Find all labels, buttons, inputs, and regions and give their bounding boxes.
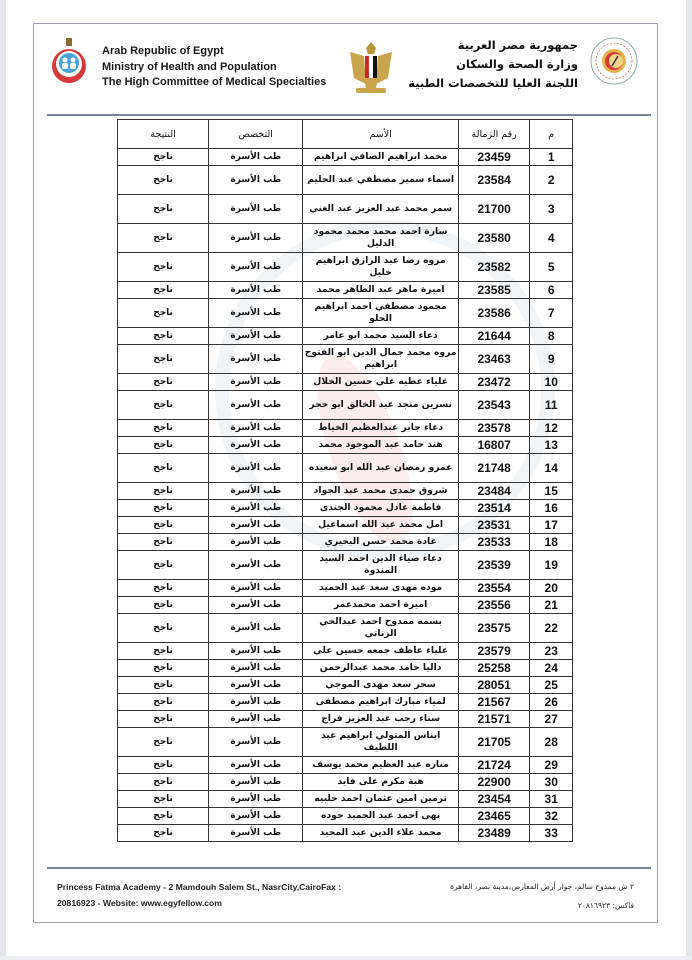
cell-index: 30 <box>530 774 573 791</box>
cell-result: ناجح <box>118 711 209 728</box>
header-arabic <box>408 36 578 93</box>
cell-specialty: طب الأسرة <box>209 253 303 282</box>
cell-fellowship-number: 21705 <box>458 728 529 757</box>
cell-name: دعاء السيد محمد ابو عامر <box>303 328 459 345</box>
footer-address: Princess Fatma Academy - 2 Mamdouh Salem St., NasrCity,CairoFax : <box>57 882 342 892</box>
cell-name: فاطمة عادل محمود الجندى <box>303 500 459 517</box>
table-row <box>118 551 573 580</box>
cell-name: سحر سعد مهدى الموجي <box>303 677 459 694</box>
cell-fellowship-number: 21567 <box>458 694 529 711</box>
cell-fellowship-number: 23531 <box>458 517 529 534</box>
cell-specialty: طب الأسرة <box>209 500 303 517</box>
cell-index: 2 <box>530 166 573 195</box>
cell-index: 24 <box>530 660 573 677</box>
cell-result: ناجح <box>118 391 209 420</box>
cell-fellowship-number: 23582 <box>458 253 529 282</box>
table-row <box>118 517 573 534</box>
cell-result: ناجح <box>118 224 209 253</box>
scrollbar-track[interactable] <box>686 0 692 960</box>
cell-fellowship-number: 23514 <box>458 500 529 517</box>
table-row <box>118 391 573 420</box>
cell-specialty: طب الأسرة <box>209 420 303 437</box>
cell-specialty: طب الأسرة <box>209 328 303 345</box>
cell-index: 21 <box>530 597 573 614</box>
table-row <box>118 149 573 166</box>
cell-name: لمياء مبارك ابراهيم مصطفى <box>303 694 459 711</box>
cell-index: 31 <box>530 791 573 808</box>
table-row <box>118 825 573 842</box>
cell-specialty: طب الأسرة <box>209 345 303 374</box>
cell-result: ناجح <box>118 614 209 643</box>
cell-specialty: طب الأسرة <box>209 757 303 774</box>
cell-fellowship-number: 23580 <box>458 224 529 253</box>
footer-fax-website: 20816923 - Website: www.egyfellow.com <box>57 898 222 908</box>
cell-result: ناجح <box>118 374 209 391</box>
footer-english <box>57 879 341 911</box>
cell-index: 33 <box>530 825 573 842</box>
cell-name: غادة محمد حسن البحيري <box>303 534 459 551</box>
cell-index: 3 <box>530 195 573 224</box>
cell-fellowship-number: 23533 <box>458 534 529 551</box>
cell-specialty: طب الأسرة <box>209 728 303 757</box>
cell-name: هند حامد عبد الموجود محمد <box>303 437 459 454</box>
cell-name: سناء رجب عبد العزيز فراج <box>303 711 459 728</box>
cell-name: بسمه ممدوح احمد عبدالحي الزناتي <box>303 614 459 643</box>
cell-name: محمد علاء الدين عبد المجيد <box>303 825 459 842</box>
header-english <box>102 44 326 91</box>
cell-specialty: طب الأسرة <box>209 195 303 224</box>
col-header-specialty: التخصص <box>209 120 303 149</box>
cell-fellowship-number: 21571 <box>458 711 529 728</box>
cell-fellowship-number: 28051 <box>458 677 529 694</box>
cell-index: 15 <box>530 483 573 500</box>
cell-fellowship-number: 23556 <box>458 597 529 614</box>
cell-fellowship-number: 23586 <box>458 299 529 328</box>
cell-index: 20 <box>530 580 573 597</box>
header-country: Arab Republic of Egypt <box>102 45 224 57</box>
cell-name: علياء عطيه علي حسين الخلال <box>303 374 459 391</box>
cell-result: ناجح <box>118 483 209 500</box>
cell-fellowship-number: 16807 <box>458 437 529 454</box>
cell-index: 6 <box>530 282 573 299</box>
cell-name: مناره عبد العظيم محمد يوسف <box>303 757 459 774</box>
table-row <box>118 597 573 614</box>
cell-specialty: طب الأسرة <box>209 791 303 808</box>
cell-specialty: طب الأسرة <box>209 660 303 677</box>
cell-result: ناجح <box>118 420 209 437</box>
cell-index: 17 <box>530 517 573 534</box>
cell-name: نرمين امين عثمان احمد حلبيه <box>303 791 459 808</box>
cell-fellowship-number: 23543 <box>458 391 529 420</box>
cell-name: ايناس المتولي ابراهيم عبد اللطيف <box>303 728 459 757</box>
table-row <box>118 299 573 328</box>
cell-name: هبة مكرم على فايد <box>303 774 459 791</box>
cell-specialty: طب الأسرة <box>209 437 303 454</box>
cell-result: ناجح <box>118 253 209 282</box>
cell-fellowship-number: 23575 <box>458 614 529 643</box>
cell-result: ناجح <box>118 597 209 614</box>
cell-index: 22 <box>530 614 573 643</box>
page-left-edge <box>0 0 6 960</box>
table-row <box>118 728 573 757</box>
table-row <box>118 677 573 694</box>
cell-specialty: طب الأسرة <box>209 374 303 391</box>
cell-specialty: طب الأسرة <box>209 774 303 791</box>
header-committee: The High Committee of Medical Specialties <box>102 76 327 88</box>
cell-name: محمد ابراهيم الصافي ابراهيم <box>303 149 459 166</box>
cell-specialty: طب الأسرة <box>209 483 303 500</box>
table-row <box>118 224 573 253</box>
cell-result: ناجح <box>118 299 209 328</box>
table-row <box>118 328 573 345</box>
footer-divider <box>47 867 651 869</box>
cell-result: ناجح <box>118 757 209 774</box>
cell-specialty: طب الأسرة <box>209 534 303 551</box>
header-country-ar: جمهورية مصر العربية <box>457 38 578 52</box>
cell-specialty: طب الأسرة <box>209 282 303 299</box>
page-bottom-edge <box>0 956 692 960</box>
table-row <box>118 774 573 791</box>
footer-fax-ar: فاكس: ٢٠٨١٦٩٢٣ <box>577 901 634 910</box>
cell-specialty: طب الأسرة <box>209 391 303 420</box>
cell-specialty: طب الأسرة <box>209 808 303 825</box>
table-row <box>118 454 573 483</box>
cell-name: شروق حمدى محمد عبد الجواد <box>303 483 459 500</box>
cell-fellowship-number: 23454 <box>458 791 529 808</box>
cell-index: 11 <box>530 391 573 420</box>
ministry-logo-icon <box>50 36 88 86</box>
cell-name: امل محمد عبد الله اسماعيل <box>303 517 459 534</box>
cell-result: ناجح <box>118 660 209 677</box>
header-ministry: Ministry of Health and Population <box>102 60 277 73</box>
cell-result: ناجح <box>118 677 209 694</box>
cell-index: 5 <box>530 253 573 282</box>
cell-index: 26 <box>530 694 573 711</box>
cell-name: مروه رضا عبد الرازق ابراهيم خليل <box>303 253 459 282</box>
cell-index: 16 <box>530 500 573 517</box>
cell-index: 23 <box>530 643 573 660</box>
cell-name: داليا حامد محمد عبدالرحمن <box>303 660 459 677</box>
cell-name: عمرو رمضان عبد الله ابو سعيده <box>303 454 459 483</box>
table-row <box>118 711 573 728</box>
cell-result: ناجح <box>118 808 209 825</box>
cell-fellowship-number: 23539 <box>458 551 529 580</box>
cell-specialty: طب الأسرة <box>209 299 303 328</box>
table-row <box>118 660 573 677</box>
cell-specialty: طب الأسرة <box>209 551 303 580</box>
cell-result: ناجح <box>118 454 209 483</box>
cell-specialty: طب الأسرة <box>209 677 303 694</box>
cell-index: 27 <box>530 711 573 728</box>
cell-index: 13 <box>530 437 573 454</box>
cell-name: موده مهدى سعد عبد الحميد <box>303 580 459 597</box>
cell-fellowship-number: 23465 <box>458 808 529 825</box>
cell-specialty: طب الأسرة <box>209 643 303 660</box>
egypt-eagle-emblem-icon <box>346 38 396 96</box>
cell-name: محمود مصطفي احمد ابراهيم الحلو <box>303 299 459 328</box>
cell-name: دعاء جابر عبدالعظيم الخياط <box>303 420 459 437</box>
table-row <box>118 614 573 643</box>
cell-index: 18 <box>530 534 573 551</box>
cell-specialty: طب الأسرة <box>209 224 303 253</box>
table-row <box>118 374 573 391</box>
cell-result: ناجح <box>118 694 209 711</box>
cell-index: 7 <box>530 299 573 328</box>
results-table <box>117 119 573 842</box>
col-header-index: م <box>530 120 573 149</box>
cell-index: 29 <box>530 757 573 774</box>
footer-address-ar: ٢ ش ممدوح سالم، جوار أرض المعارض،مدينة نصر، القاهرة <box>450 882 634 891</box>
cell-index: 28 <box>530 728 573 757</box>
cell-specialty: طب الأسرة <box>209 517 303 534</box>
cell-name: سمر محمد عبد العزيز عبد الغني <box>303 195 459 224</box>
cell-result: ناجح <box>118 643 209 660</box>
cell-result: ناجح <box>118 517 209 534</box>
cell-fellowship-number: 23579 <box>458 643 529 660</box>
cell-fellowship-number: 23459 <box>458 149 529 166</box>
cell-fellowship-number: 23472 <box>458 374 529 391</box>
cell-fellowship-number: 23489 <box>458 825 529 842</box>
table-row <box>118 643 573 660</box>
table-row <box>118 694 573 711</box>
table-row <box>118 253 573 282</box>
cell-index: 9 <box>530 345 573 374</box>
cell-fellowship-number: 21748 <box>458 454 529 483</box>
cell-result: ناجح <box>118 551 209 580</box>
cell-index: 8 <box>530 328 573 345</box>
header-ministry-ar: وزارة الصحة والسكان <box>456 57 578 71</box>
cell-specialty: طب الأسرة <box>209 166 303 195</box>
cell-fellowship-number: 21700 <box>458 195 529 224</box>
footer-arabic <box>450 877 634 915</box>
header-committee-ar: اللجنة العليا للتخصصات الطبية <box>408 76 578 90</box>
cell-specialty: طب الأسرة <box>209 597 303 614</box>
cell-fellowship-number: 23578 <box>458 420 529 437</box>
cell-specialty: طب الأسرة <box>209 614 303 643</box>
cell-fellowship-number: 21724 <box>458 757 529 774</box>
cell-result: ناجح <box>118 774 209 791</box>
table-row <box>118 757 573 774</box>
cell-fellowship-number: 23585 <box>458 282 529 299</box>
cell-result: ناجح <box>118 437 209 454</box>
cell-fellowship-number: 21644 <box>458 328 529 345</box>
col-header-name: الأسم <box>303 120 459 149</box>
table-row <box>118 791 573 808</box>
cell-index: 14 <box>530 454 573 483</box>
cell-index: 25 <box>530 677 573 694</box>
cell-name: نسرين منجد عبد الخالق ابو حجر <box>303 391 459 420</box>
cell-specialty: طب الأسرة <box>209 149 303 166</box>
cell-fellowship-number: 23554 <box>458 580 529 597</box>
cell-result: ناجح <box>118 195 209 224</box>
cell-specialty: طب الأسرة <box>209 825 303 842</box>
cell-result: ناجح <box>118 500 209 517</box>
table-row <box>118 166 573 195</box>
cell-name: مروه محمد جمال الدين ابو الفتوح ابراهيم <box>303 345 459 374</box>
cell-specialty: طب الأسرة <box>209 580 303 597</box>
table-header-row <box>118 120 573 149</box>
cell-index: 19 <box>530 551 573 580</box>
cell-result: ناجح <box>118 791 209 808</box>
cell-result: ناجح <box>118 345 209 374</box>
cell-name: نهى احمد عبد الحميد جوده <box>303 808 459 825</box>
cell-index: 1 <box>530 149 573 166</box>
cell-fellowship-number: 23484 <box>458 483 529 500</box>
cell-index: 4 <box>530 224 573 253</box>
committee-seal-icon <box>589 36 639 86</box>
table-row <box>118 534 573 551</box>
table-row <box>118 345 573 374</box>
table-row <box>118 420 573 437</box>
cell-result: ناجح <box>118 282 209 299</box>
cell-result: ناجح <box>118 825 209 842</box>
table-row <box>118 500 573 517</box>
cell-fellowship-number: 23463 <box>458 345 529 374</box>
cell-result: ناجح <box>118 166 209 195</box>
cell-index: 12 <box>530 420 573 437</box>
cell-result: ناجح <box>118 149 209 166</box>
col-header-result: النتيجة <box>118 120 209 149</box>
table-row <box>118 437 573 454</box>
cell-name: اميرة احمد محمدعمر <box>303 597 459 614</box>
table-row <box>118 808 573 825</box>
cell-specialty: طب الأسرة <box>209 454 303 483</box>
cell-fellowship-number: 25258 <box>458 660 529 677</box>
cell-name: دعاء ضياء الدين احمد السيد المندوة <box>303 551 459 580</box>
cell-index: 32 <box>530 808 573 825</box>
cell-result: ناجح <box>118 534 209 551</box>
cell-fellowship-number: 23584 <box>458 166 529 195</box>
cell-name: اسماء سمير مصطفي عبد الحليم <box>303 166 459 195</box>
table-row <box>118 282 573 299</box>
table-row <box>118 580 573 597</box>
cell-specialty: طب الأسرة <box>209 711 303 728</box>
cell-index: 10 <box>530 374 573 391</box>
cell-fellowship-number: 22900 <box>458 774 529 791</box>
header-divider <box>47 114 651 116</box>
table-body <box>118 149 573 842</box>
cell-name: علياء عاطف جمعه حسين علي <box>303 643 459 660</box>
cell-name: سارة احمد محمد محمد محمود الدليل <box>303 224 459 253</box>
col-header-fellowship-number: رقم الزمالة <box>458 120 529 149</box>
cell-result: ناجح <box>118 728 209 757</box>
cell-result: ناجح <box>118 580 209 597</box>
cell-result: ناجح <box>118 328 209 345</box>
cell-name: اميرة ماهر عبد الظاهر محمد <box>303 282 459 299</box>
cell-specialty: طب الأسرة <box>209 694 303 711</box>
table-row <box>118 483 573 500</box>
table-row <box>118 195 573 224</box>
